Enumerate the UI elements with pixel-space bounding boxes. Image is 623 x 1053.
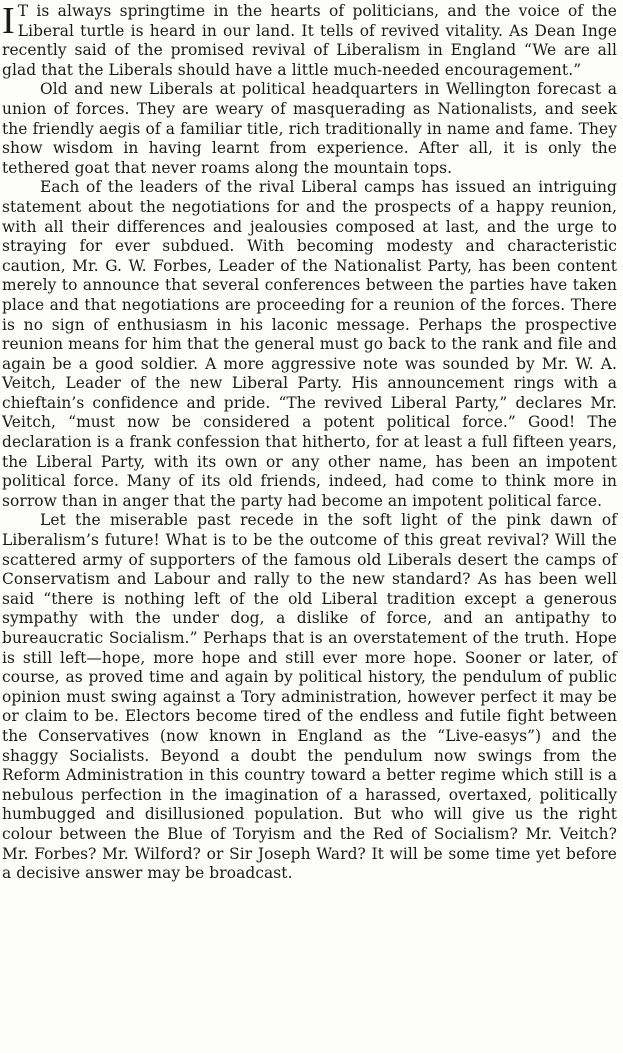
article-paragraph-1 (2, 2, 617, 80)
article-paragraph-3: Each of the leaders of the rival Liberal camps has issued an intriguing statement about the negotiations for and the prospects of a happy reunion, with all their differences and jealousies composed at last, and the urge to straying for ever subdued. With becoming modesty and characteristic caution, Mr. G. W. Forbes, Leader of the Nationalist Party, has been content merely to announce that several conferences between the parties have taken place and that negotiations are proceeding for a reunion of the forces. There is no sign of enthusiasm in his laconic message. Perhaps the prospective reunion means for him that the general must go back to the rank and file and again be a good soldier. A more aggressive note was sounded by Mr. W. A. Veitch, Leader of the new Liberal Party. His announcement rings with a chieftain’s confidence and pride. “The revived Liberal Party,” declares Mr. Veitch, “must now be considered a potent political force.” Good! The declaration is a frank confession that hitherto, for at least a full fifteen years, the Liberal Party, with its own or any other name, has been an impotent political force. Many of its old friends, indeed, had come to think more in sorrow than in anger that the party had become an impotent political farce. (2, 178, 617, 510)
paragraph-1-text: T is always springtime in the hearts of politicians, and the voice of the Liberal turtle is heard in our land. It tells of revived vitality. As Dean Inge recently said of the promised revival of Liberalism in England “We are all glad that the Liberals should have a little much-needed encouragement.” (2, 2, 617, 79)
article-paragraph-4: Let the miserable past recede in the soft light of the pink dawn of Liberalism’s future! What is to be the outcome of this great revival? Will the scattered army of supporters of the famous old Liberals desert the camps of Conservatism and Labour and rally to the new standard? As has been well said “there is nothing left of the old Liberal tradition except a generous sympathy with the under dog, a dislike of force, and an antipathy to bureaucratic Socialism.” Perhaps that is an overstatement of the truth. Hope is still left—hope, more hope and still ever more hope. Sooner or later, of course, as proved time and again by political history, the pendulum of public opinion must swing against a Tory administration, however perfect it may be or claim to be. Electors become tired of the endless and futile fight between the Conservatives (now known in England as the “Live-easys”) and the shaggy Socialists. Beyond a doubt the pendulum now swings from the Reform Administration in this country toward a better regime which still is a nebulous perfection in the imagination of a harassed, overtaxed, politically humbugged and disillusioned population. But who will give us the right colour between the Blue of Toryism and the Red of Socialism? Mr. Veitch? Mr. Forbes? Mr. Wilford? or Sir Joseph Ward? It will be some time yet before a decisive answer may be broadcast. (2, 511, 617, 883)
article-paragraph-2: Old and new Liberals at political headquarters in Wellington forecast a union of forces. They are weary of masquerading as Nationalists, and seek the friendly aegis of a familiar title, rich traditionally in name and fame. They show wisdom in having learnt from experience. After all, it is only the tethered goat that never roams along the mountain tops. (2, 80, 617, 177)
drop-cap: I (2, 0, 15, 42)
